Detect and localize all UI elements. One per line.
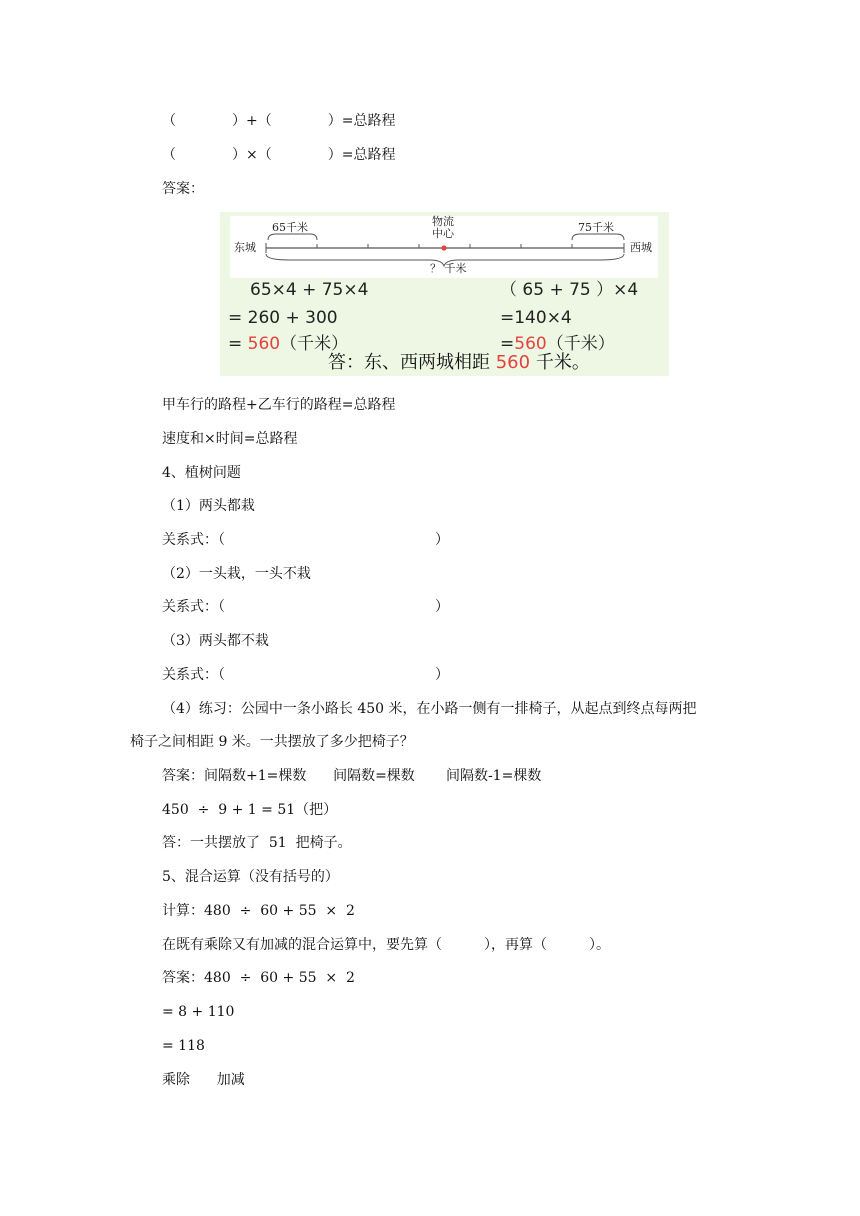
left-calc-row1: 65×4 + 75×4: [250, 280, 369, 300]
left-calc-row2: [228, 308, 338, 328]
case-1-heading: （1）两头都栽: [162, 498, 255, 514]
right-calc-eq3: =: [500, 334, 515, 354]
total-distance-relation-2: 速度和×时间=总路程: [162, 431, 298, 447]
mixed-calc-question: 计算：480 ÷ 60 + 55 × 2: [162, 903, 355, 919]
mixed-calc-answer: 答案：480 ÷ 60 + 55 × 2: [162, 970, 355, 986]
west-city-label: 西城: [630, 241, 652, 254]
logistics-center-dot: [441, 245, 446, 250]
answer-label: 答案：: [162, 181, 204, 197]
figure-answer-prefix: 答：东、西两城相距: [328, 352, 490, 373]
right-distance-label: 75千米: [578, 221, 614, 234]
right-calc-result: 560: [514, 334, 547, 354]
left-calc-eq3: =: [228, 334, 248, 354]
distance-diagram: [230, 216, 658, 278]
left-calc-row3: [228, 334, 348, 354]
right-calc-row1: （ 65 + 75 ）×4: [500, 280, 639, 300]
left-calc-result: 560: [247, 334, 281, 354]
figure-answer-value: 560: [495, 352, 531, 373]
section-5-heading: 5、混合运算（没有括号的）: [162, 869, 339, 885]
answer-figure: [220, 212, 669, 376]
right-calc-unit: （千米）: [546, 334, 615, 354]
case-3-relation: 关系式：（ ）: [162, 667, 449, 683]
blank-product-formula: （ ）×（ ）=总路程: [162, 147, 396, 163]
left-calc-eq2: =: [228, 308, 248, 328]
center-label-line1: 物流: [432, 215, 454, 228]
case-3-heading: （3）两头都不栽: [162, 633, 269, 649]
exercise-calculation: 450 ÷ 9 + 1 = 51（把）: [162, 802, 338, 818]
blank-sum-formula: （ ）+（ ）=总路程: [162, 113, 396, 129]
case-1-relation: 关系式：（ ）: [162, 532, 449, 548]
total-distance-label: ？ 千米: [430, 262, 467, 275]
exercise-text-line2: 椅子之间相距 9 米。一共摆放了多少把椅子？: [130, 734, 414, 750]
exercise-answer-sentence: 答：一共摆放了 51 把椅子。: [162, 835, 352, 851]
left-calc-unit: （千米）: [280, 334, 349, 354]
exercise-text-line1: （4）练习：公园中一条小路长 450 米，在小路一侧有一排椅子，从起点到终点每两把: [162, 701, 697, 717]
section-4-heading: 4、植树问题: [162, 465, 241, 481]
right-calc-row2: =140×4: [500, 308, 572, 328]
left-calc-row2-value: 260 + 300: [247, 308, 338, 328]
case-2-relation: 关系式：（ ）: [162, 599, 449, 615]
mixed-calc-step1: = 8 + 110: [162, 1004, 235, 1020]
mixed-calc-rule: 在既有乘除又有加减的混合运算中，要先算（ ），再算（ ）。: [162, 937, 610, 953]
center-label-line2: 中心: [432, 227, 454, 240]
total-distance-relation-1: 甲车行的路程+乙车行的路程=总路程: [162, 397, 396, 413]
exercise-answer-relations: 答案：间隔数+1=棵数 间隔数=棵数 间隔数-1=棵数: [162, 768, 542, 784]
figure-answer-suffix: 千米。: [535, 352, 590, 373]
mixed-calc-rule-answer: 乘除 加减: [162, 1072, 245, 1088]
east-city-label: 东城: [234, 241, 256, 254]
right-calc-row3: [500, 334, 615, 354]
case-2-heading: （2）一头栽，一头不栽: [162, 566, 311, 582]
figure-answer-sentence: [328, 352, 590, 374]
left-distance-label: 65千米: [272, 221, 308, 234]
mixed-calc-step2: = 118: [162, 1038, 205, 1054]
